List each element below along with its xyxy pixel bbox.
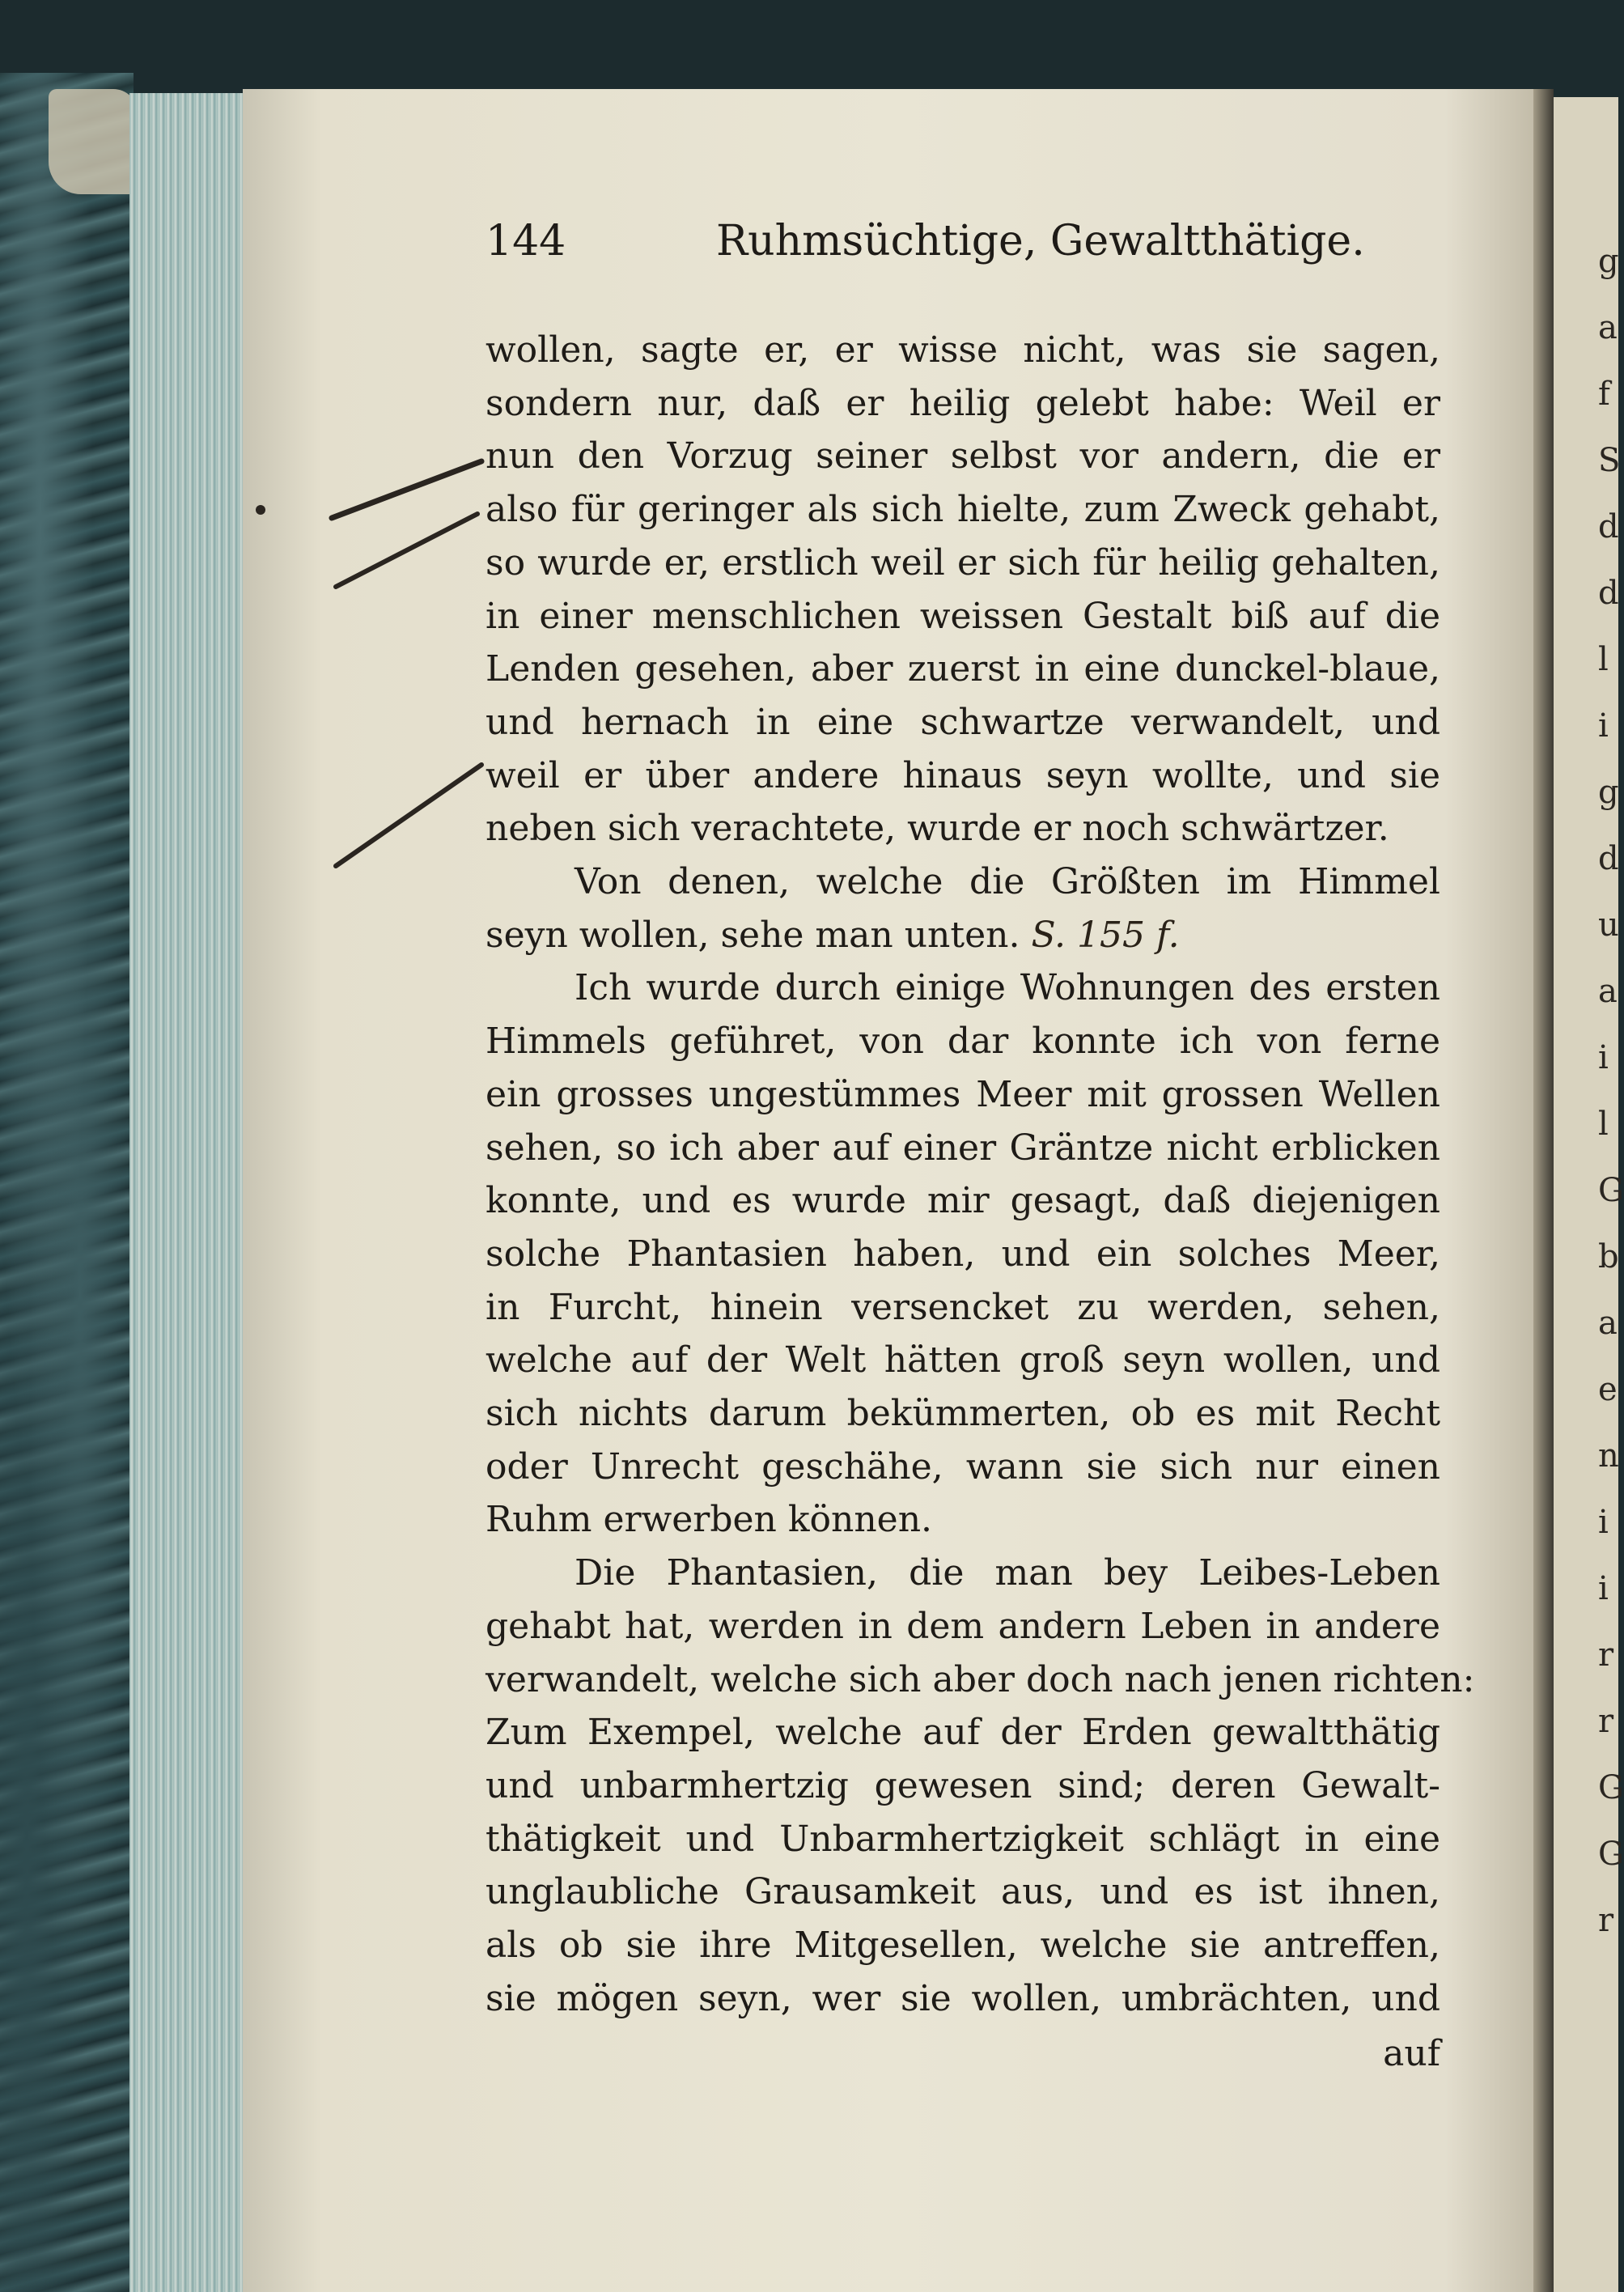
facing-page-letter: g: [1598, 774, 1619, 811]
text-line: Lenden gesehen, aber zuerst in eine dunckel-blaue,: [486, 648, 1440, 690]
text-line: neben sich verachtete, wurde er noch schwärtzer.: [486, 808, 1389, 850]
text-line: Himmels geführet, von dar konnte ich von ferne: [486, 1021, 1440, 1063]
text-line: Zum Exempel, welche auf der Erden gewaltthätig: [486, 1712, 1440, 1754]
text-line: sich nichts darum bekümmerten, ob es mit Recht: [486, 1393, 1440, 1435]
facing-page-letter: f: [1598, 376, 1610, 413]
ink-dot: [256, 505, 265, 515]
pencil-stroke: [332, 461, 481, 518]
text-line: in einer menschlichen weissen Gestalt biß auf die: [486, 595, 1440, 637]
paragraph-start-line: Die Phantasien, die man bey Leibes-Leben: [575, 1552, 1440, 1594]
text-line: verwandelt, welche sich aber doch nach jenen richten:: [486, 1658, 1475, 1700]
facing-page-letter: d: [1598, 508, 1619, 545]
facing-page-letter: i: [1598, 1570, 1609, 1607]
facing-page-letter: d: [1598, 840, 1619, 877]
facing-page-letter: S: [1598, 442, 1621, 479]
facing-page-letter: b: [1598, 1238, 1619, 1275]
text-line: sie mögen seyn, wer sie wollen, umbrächten, und: [486, 1977, 1440, 2019]
facing-page-letter: r: [1598, 1636, 1614, 1674]
text-line: als ob sie ihre Mitgesellen, welche sie antreffen,: [486, 1925, 1440, 1967]
facing-page-letter: r: [1598, 1902, 1614, 1939]
text-line: nun den Vorzug seiner selbst vor andern, die er: [486, 435, 1440, 478]
text-line: in Furcht, hinein versencket zu werden, sehen,: [486, 1286, 1440, 1328]
handwritten-note: S. 155 f.: [1031, 914, 1180, 956]
text-line: solche Phantasien haben, und ein solches Meer,: [486, 1233, 1440, 1275]
facing-page-letter: a: [1598, 1305, 1618, 1342]
text-line: unglaubliche Grausamkeit aus, und es ist ihnen,: [486, 1871, 1440, 1913]
running-title: Ruhmsüchtige, Gewaltthätige.: [716, 217, 1365, 265]
facing-page-letter: G: [1598, 1769, 1624, 1806]
catchword: auf: [1383, 2033, 1440, 2074]
text-line: so wurde er, erstlich weil er sich für heilig gehalten,: [486, 541, 1440, 584]
facing-page-letter: G: [1598, 1172, 1624, 1209]
text-line: sehen, so ich aber auf einer Gräntze nicht erblicken: [486, 1127, 1440, 1169]
facing-page-letter: l: [1598, 1106, 1609, 1143]
pencil-stroke: [336, 765, 481, 866]
text-line: konnte, und es wurde mir gesagt, daß diejenigen: [486, 1180, 1440, 1222]
facing-page-letter: a: [1598, 973, 1618, 1010]
facing-page-letter: r: [1598, 1703, 1614, 1740]
facing-page-letter: u: [1598, 906, 1619, 944]
facing-page-letter: i: [1598, 1504, 1609, 1541]
facing-page-letter: i: [1598, 1039, 1609, 1076]
facing-page-letter: i: [1598, 707, 1609, 745]
text-line: ein grosses ungestümmes Meer mit grossen Wellen: [486, 1073, 1440, 1115]
facing-page-letter: a: [1598, 309, 1618, 346]
facing-page-letter: e: [1598, 1371, 1618, 1408]
page-number: 144: [486, 217, 566, 265]
facing-page-letter: n: [1598, 1437, 1619, 1475]
text-line: wollen, sagte er, er wisse nicht, was sie sagen,: [486, 329, 1440, 371]
text-line: thätigkeit und Unbarmhertzigkeit schlägt in eine: [486, 1818, 1440, 1860]
text-line: weil er über andere hinaus seyn wollte, und sie: [486, 754, 1440, 796]
facing-page-letter: l: [1598, 641, 1609, 678]
text-line: welche auf der Welt hätten groß seyn wollen, und: [486, 1339, 1440, 1382]
pencil-stroke: [336, 514, 477, 587]
facing-page-letter: g: [1598, 243, 1619, 280]
text-line: sondern nur, daß er heilig gelebt habe: Weil er: [486, 382, 1440, 424]
facing-page-letter: d: [1598, 575, 1619, 612]
text-line: gehabt hat, werden in dem andern Leben in andere: [486, 1605, 1440, 1647]
text-line: Ruhm erwerben können.: [486, 1499, 933, 1541]
paragraph-start-line: Ich wurde durch einige Wohnungen des ersten: [575, 967, 1440, 1009]
text-line: seyn wollen, sehe man unten.: [486, 914, 1020, 956]
paragraph-start-line: Von denen, welche die Größten im Himmel: [575, 861, 1440, 903]
text-line: und hernach in eine schwartze verwandelt, und: [486, 701, 1440, 743]
text-line: oder Unrecht geschähe, wann sie sich nur einen: [486, 1445, 1440, 1488]
text-line: also für geringer als sich hielte, zum Zweck gehabt,: [486, 489, 1440, 531]
text-line: und unbarmhertzig gewesen sind; deren Gewalt-: [486, 1764, 1440, 1806]
facing-page-letter: G: [1598, 1836, 1624, 1873]
